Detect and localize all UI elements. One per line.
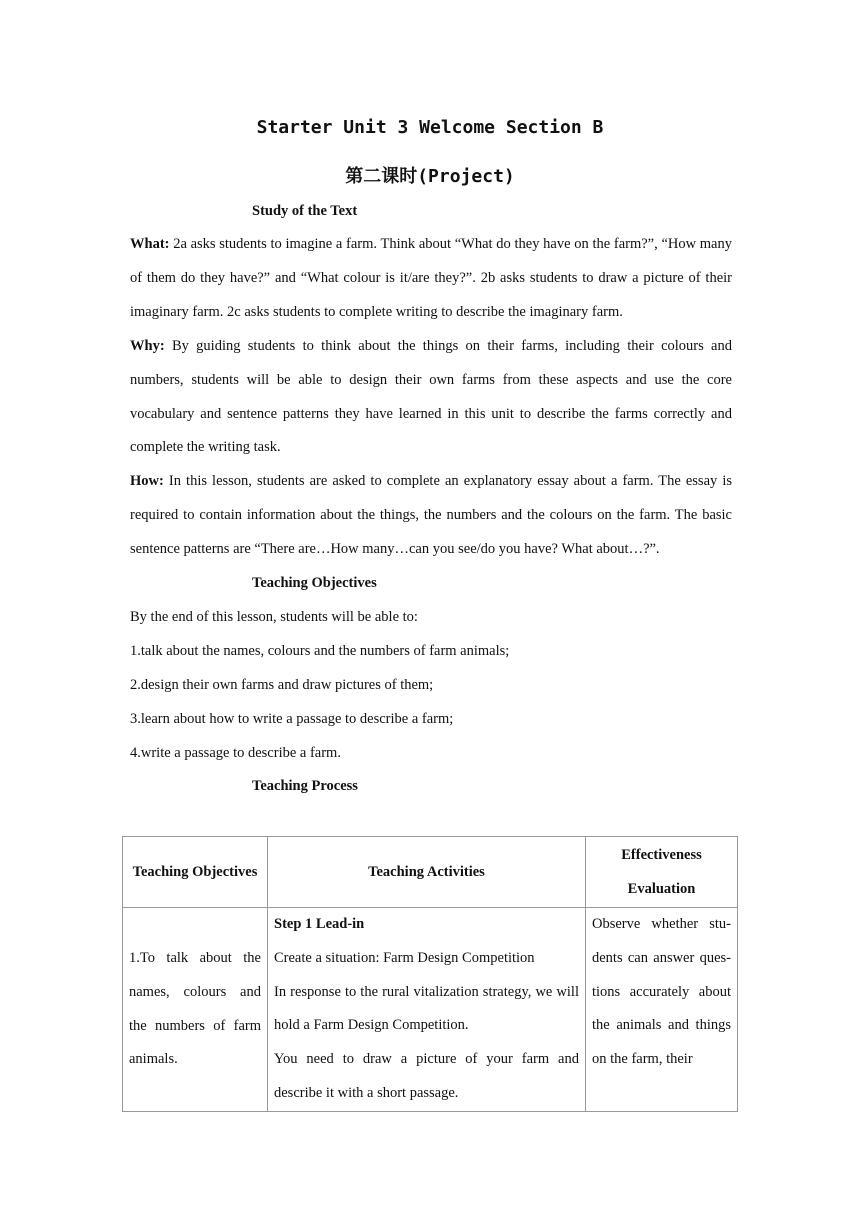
objective-cell: [123, 908, 268, 1112]
objectives-heading: Teaching Objectives: [252, 575, 377, 591]
objective-text: 1.To talk about the names, colours and the numbers of farm animals.: [129, 950, 261, 1068]
objective-item: 2.design their own farms and draw pictures of them;: [130, 677, 434, 693]
document-subtitle: 第二课时(Project): [345, 166, 515, 187]
process-heading: Teaching Process: [252, 778, 358, 794]
table-row: [123, 908, 738, 1112]
evaluation-text: Observe whether stu-dents can answer ques-tions accurately about the animals and things on the farm, their: [592, 916, 731, 1068]
objective-item: 1.talk about the names, colours and the numbers of farm animals;: [130, 643, 510, 659]
objective-item: 4.write a passage to describe a farm.: [130, 745, 341, 761]
how-label: How:: [130, 473, 164, 489]
table-header-row: [123, 837, 738, 908]
evaluation-cell: [586, 908, 738, 1112]
why-paragraph: [130, 330, 732, 465]
study-heading: Study of the Text: [252, 203, 358, 219]
header-activities: Teaching Activities: [268, 837, 586, 908]
why-label: Why:: [130, 338, 165, 354]
objective-item: 3.learn about how to write a passage to describe a farm;: [130, 711, 454, 727]
how-paragraph: [130, 465, 732, 566]
activity-cell: [268, 908, 586, 1112]
header-evaluation: Effectiveness Evaluation: [586, 837, 738, 908]
activity-text: You need to draw a picture of your farm and describe it with a short passage.: [274, 1051, 579, 1101]
how-text: In this lesson, students are asked to complete an explanatory essay about a farm. The essay is required to contain information about the things, the numbers and the colours on the farm. The basic sentence patterns are “There are…How many…can you see/do you have? What about…?”.: [130, 473, 732, 557]
why-text: By guiding students to think about the things on their farms, including their colours and numbers, students will be able to design their own farms from these aspects and use the core vocabulary and sentence patterns they have learned in this unit to describe the farms correctly and complete the writing task.: [130, 338, 732, 456]
step-title: Step 1 Lead-in: [274, 916, 365, 932]
objectives-intro: By the end of this lesson, students will be able to:: [130, 609, 418, 625]
teaching-process-table: [122, 836, 738, 1112]
activity-text: In response to the rural vitalization strategy, we will hold a Farm Design Competition.: [274, 983, 579, 1034]
activity-text: Create a situation: Farm Design Competition: [274, 949, 535, 966]
what-label: What:: [130, 236, 170, 252]
what-text: 2a asks students to imagine a farm. Think about “What do they have on the farm?”, “How many of them do they have?” and “What colour is it/are they?”. 2b asks students to draw a picture of their imaginary farm. 2c asks students to complete writing to describe the imaginary farm.: [130, 236, 732, 320]
header-objectives: Teaching Objectives: [123, 837, 268, 908]
what-paragraph: [130, 228, 732, 329]
document-title: Starter Unit 3 Welcome Section B: [256, 117, 604, 138]
